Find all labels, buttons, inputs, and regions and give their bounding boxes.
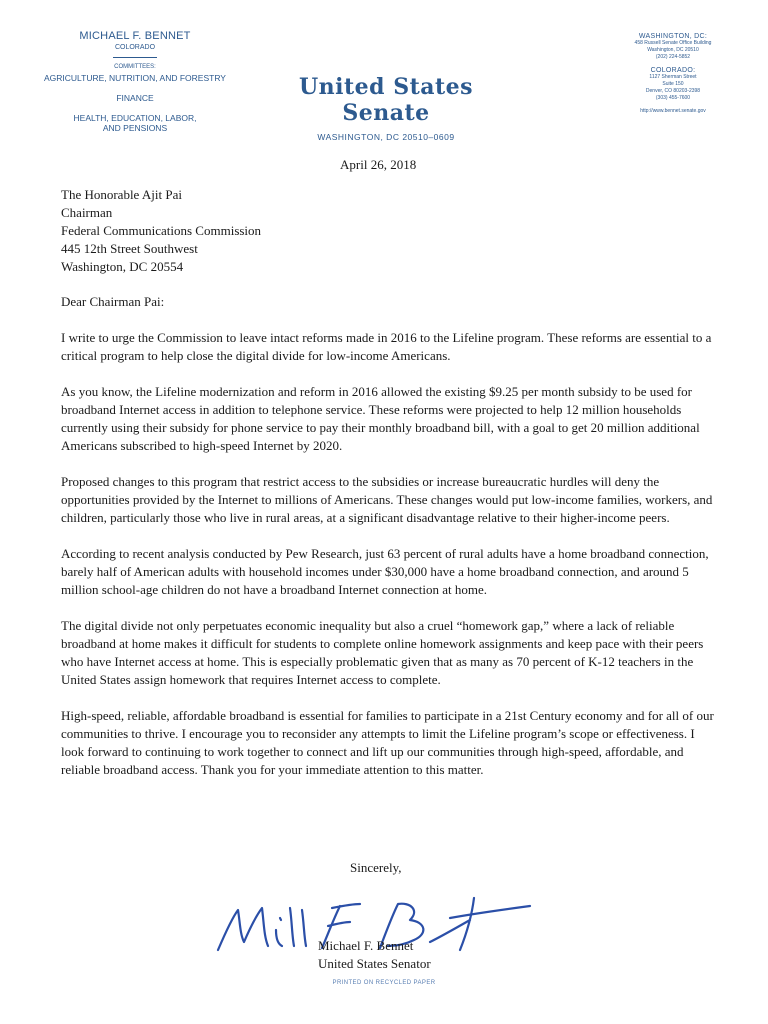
letter-date: April 26, 2018 [340, 157, 417, 172]
signer-name: Michael F. Bennet [318, 938, 414, 953]
senator-state: COLORADO [114, 44, 156, 51]
co-office-line: Denver, CO 80203-2398 [645, 88, 701, 94]
letterhead-left [20, 30, 250, 133]
body-paragraph: According to recent analysis conducted by Pew Research, just 63 percent of rural adults have a home broadband connection, barely half of American adults with household incomes under $30,000 have a home broadband connection, and around 5 million school-age children do not have a broadband Internet connection at home. [61, 546, 709, 597]
body-paragraph: Proposed changes to this program that restrict access to the subsidies or increase bureaucratic hurdles will deny the opportunities provided by the Internet to millions of Americans. These changes would put low-income families, workers, and children, particularly those who live in rural areas, at a significant disadvantage relative to their higher-income peers. [61, 474, 713, 525]
dc-office-line: Washington, DC 20510 [647, 47, 699, 53]
website-link[interactable]: http://www.bennet.senate.gov [640, 108, 706, 114]
letter-body [61, 186, 721, 797]
body-paragraph: High-speed, reliable, affordable broadband is essential for families to participate in a 21st Century economy and for all of our communities to thrive. I encourage you to reconsider any attempts to limit the Lifeline program’s scope or effectiveness. I look forward to continuing to work together to connect and lift up our communities through high-speed, affordable, and reliable broadband access. Thank you for your immediate attention to this matter. [61, 708, 714, 777]
dc-office-phone: (202) 224-5852 [655, 54, 691, 60]
recipient-line: The Honorable Ajit Pai [61, 187, 182, 202]
committees-label: COMMITTEES: [114, 64, 156, 70]
recipient-line: Chairman [61, 205, 113, 220]
institution-name: United States Senate [298, 74, 474, 126]
committee-finance: FINANCE [116, 93, 154, 103]
body-paragraph: As you know, the Lifeline modernization and reform in 2016 allowed the existing $9.25 per month subsidy to be used for broadband Internet access in addition to telephone service. These reforms were projected to help 12 million households currently using their subsidy for phone service to pay their monthly broadband bill, with a goal to get 20 million additional Americans subscribed to high-speed Internet by 2020. [61, 384, 700, 453]
committee-agriculture: AGRICULTURE, NUTRITION, AND FORESTRY [44, 73, 226, 83]
co-office-heading: COLORADO: [650, 67, 696, 74]
letterhead-offices [598, 33, 748, 115]
co-office-line: 1127 Sherman Street [649, 74, 697, 80]
signature-block [318, 937, 431, 973]
committee-health-line2: AND PENSIONS [102, 123, 168, 133]
recipient-line: Federal Communications Commission [61, 223, 262, 238]
committee-health-line1: HEALTH, EDUCATION, LABOR, [73, 113, 197, 123]
letterhead-divider [113, 57, 157, 58]
letterhead-center [262, 74, 510, 142]
recipient-line: 445 12th Street Southwest [61, 241, 198, 256]
salutation: Dear Chairman Pai: [61, 294, 165, 309]
body-paragraph: The digital divide not only perpetuates economic inequality but also a cruel “homework gap,” where a lack of reliable broadband at home makes it difficult for students to complete online homework assignments and keep pace with their peers who have Internet access at home. This is especially problematic given that as many as 70 percent of K-12 teachers in the United States assign homework that requires Internet access to complete. [61, 618, 704, 687]
co-office-line: Suite 150 [662, 81, 684, 87]
dc-office-line: 458 Russell Senate Office Building [634, 40, 712, 46]
recipient-address [61, 186, 721, 276]
body-paragraph: I write to urge the Commission to leave intact reforms made in 2016 to the Lifeline program. These reforms are essential to a critical program to help close the digital divide for low-income Americans. [61, 330, 712, 363]
co-office-phone: (303) 455-7600 [655, 95, 691, 101]
dc-office-heading: WASHINGTON, DC: [638, 33, 708, 40]
institution-address: WASHINGTON, DC 20510–0609 [317, 132, 455, 142]
recycled-paper-note: PRINTED ON RECYCLED PAPER [332, 980, 436, 986]
signer-title: United States Senator [318, 956, 431, 971]
recipient-line: Washington, DC 20554 [61, 259, 184, 274]
closing: Sincerely, [350, 860, 402, 875]
senator-name: MICHAEL F. BENNET [79, 30, 191, 42]
